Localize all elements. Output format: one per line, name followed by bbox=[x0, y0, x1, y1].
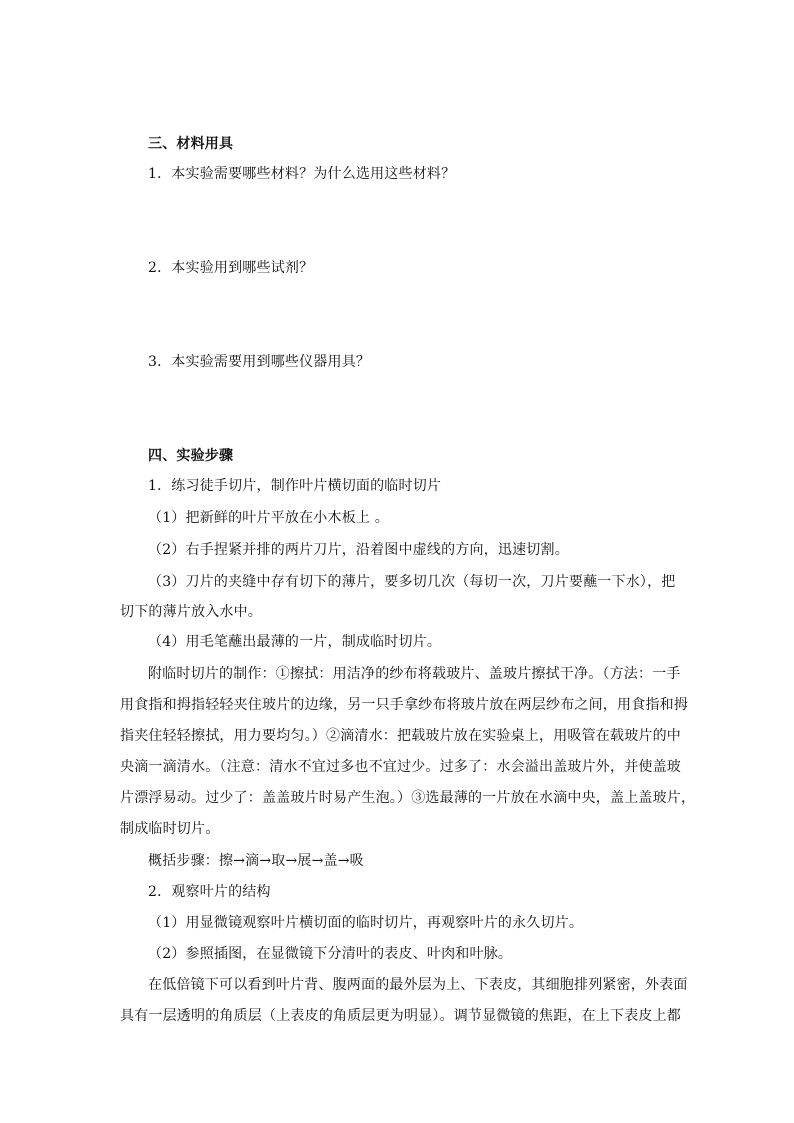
appendix-line-3: 指夹住轻轻擦拭，用力要均匀。）②滴清水：把载玻片放在实验桌上，用吸管在载玻片的中 bbox=[120, 728, 681, 744]
step1-title: 1．练习徒手切片，制作叶片横切面的临时切片 bbox=[148, 478, 442, 494]
step2-title: 2．观察叶片的结构 bbox=[148, 884, 271, 900]
step1-substep-1: （1）把新鲜的叶片平放在小木板上 。 bbox=[148, 510, 389, 526]
appendix-line-4: 央滴一滴清水。（注意：清水不宜过多也不宜过少。过多了：水会溢出盖玻片外，并使盖玻 bbox=[120, 759, 681, 775]
appendix-line-6: 制成临时切片。 bbox=[120, 821, 220, 837]
step1-substep-3-line2: 切下的薄片放入水中。 bbox=[120, 604, 262, 620]
section-heading-materials: 三、材料用具 bbox=[148, 136, 234, 152]
step2-paragraph-line-2: 具有一层透明的角质层（上表皮的角质层更为明显）。调节显微镜的焦距，在上下表皮上都 bbox=[120, 1008, 681, 1024]
appendix-line-5: 片漂浮易动。过少了：盖盖玻片时易产生泡。）③选最薄的一片放在水滴中央，盖上盖玻片， bbox=[120, 790, 696, 806]
question-reagents: 2．本实验用到哪些试剂？ bbox=[148, 260, 314, 276]
step1-substep-3-line1: （3）刀片的夹缝中存有切下的薄片，要多切几次（每切一次，刀片要蘸一下水），把 bbox=[148, 574, 676, 590]
section-heading-steps: 四、实验步骤 bbox=[148, 448, 234, 464]
step2-substep-1: （1）用显微镜观察叶片横切面的临时切片，再观察叶片的永久切片。 bbox=[148, 915, 584, 931]
step1-substep-4: （4）用毛笔蘸出最薄的一片，制成临时切片。 bbox=[148, 634, 442, 650]
question-instruments: 3．本实验需要用到哪些仪器用具？ bbox=[148, 354, 371, 370]
appendix-line-1: 附临时切片的制作：①擦拭：用洁净的纱布将载玻片、盖玻片擦拭干净。（方法：一手 bbox=[148, 666, 681, 682]
appendix-line-2: 用食指和拇指轻轻夹住玻片的边缘，另一只手拿纱布将玻片放在两层纱布之间，用食指和拇 bbox=[120, 697, 688, 713]
steps-summary: 概括步骤：擦→滴→取→展→盖→吸 bbox=[148, 853, 364, 869]
step2-paragraph-line-1: 在低倍镜下可以看到叶片背、腹两面的最外层为上、下表皮，其细胞排列紧密，外表面 bbox=[148, 977, 688, 993]
step1-substep-2: （2）右手捏紧并排的两片刀片，沿着图中虚线的方向，迅速切割。 bbox=[148, 542, 569, 558]
question-materials: 1．本实验需要哪些材料？为什么选用这些材料？ bbox=[148, 166, 456, 182]
step2-substep-2: （2）参照插图，在显微镜下分清叶的表皮、叶肉和叶脉。 bbox=[148, 946, 513, 962]
